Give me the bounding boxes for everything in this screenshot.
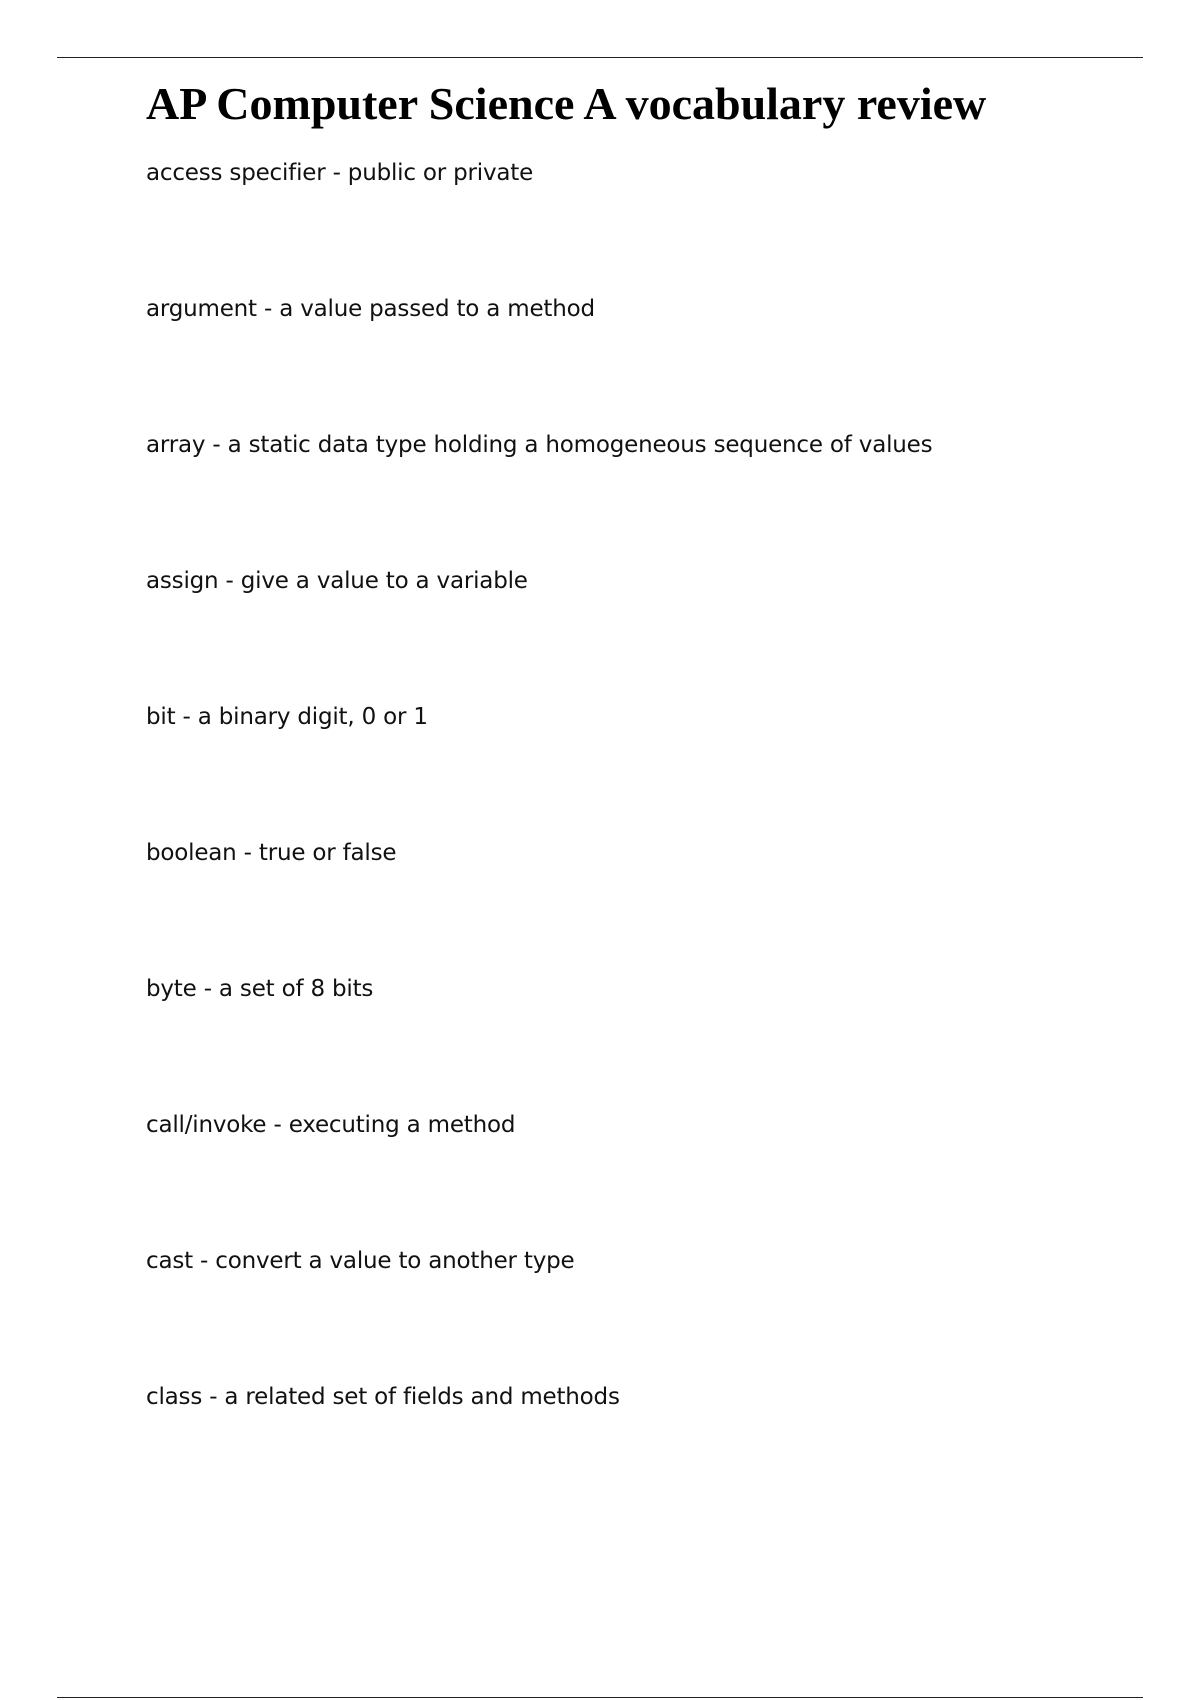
vocabulary-entry: bit - a binary digit, 0 or 1 (146, 704, 428, 730)
vocabulary-entry: access specifier - public or private (146, 160, 534, 186)
vocabulary-entry: byte - a set of 8 bits (146, 976, 374, 1002)
vocabulary-entry: cast - convert a value to another type (146, 1248, 575, 1274)
vocabulary-entry: array - a static data type holding a homogeneous sequence of values (146, 432, 933, 458)
vocabulary-list (146, 156, 932, 1516)
vocabulary-entry: class - a related set of fields and methods (146, 1384, 620, 1410)
top-divider (57, 57, 1143, 58)
page-title: AP Computer Science A vocabulary review (146, 78, 987, 129)
vocabulary-entry: call/invoke - executing a method (146, 1112, 516, 1138)
vocabulary-entry: argument - a value passed to a method (146, 296, 595, 322)
vocabulary-entry: boolean - true or false (146, 840, 397, 866)
bottom-divider (57, 1697, 1143, 1698)
vocabulary-entry: assign - give a value to a variable (146, 568, 528, 594)
